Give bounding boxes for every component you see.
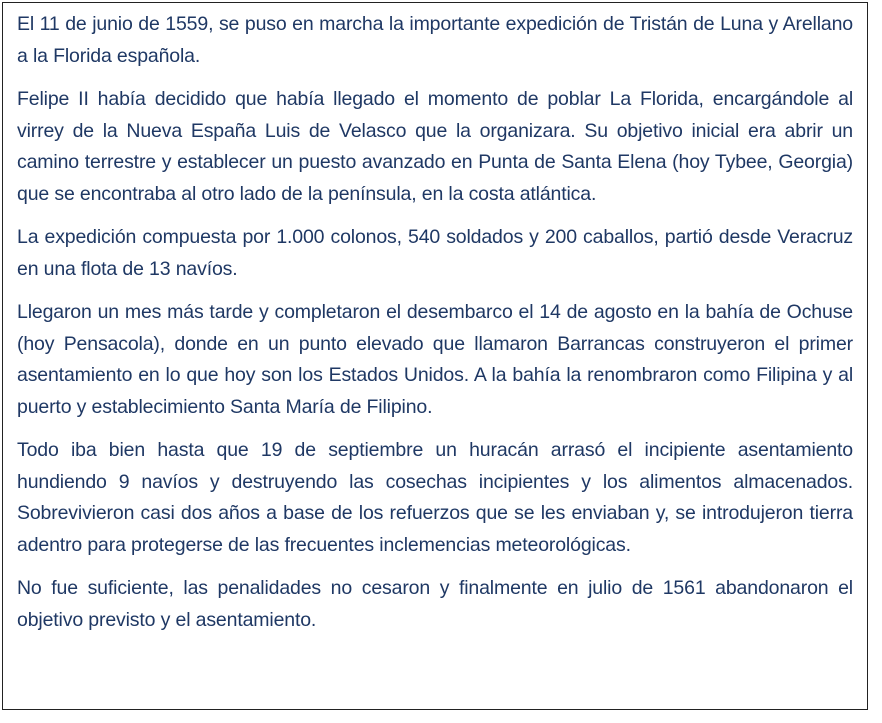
paragraph-1: El 11 de junio de 1559, se puso en marcha la importante expedición de Tristán de Luna y Arellano a la Florida española. bbox=[17, 13, 853, 67]
paragraph-4: Llegaron un mes más tarde y completaron el desembarco el 14 de agosto en la bahía de Ochuse (hoy Pensacola), donde en un punto elevado que llamaron Barrancas construyeron el primer asentamiento en lo que hoy son los Estados Unidos. A la bahía la renombraron como Filipina y al puerto y establecimiento Santa María de Filipino. bbox=[17, 301, 853, 418]
paragraph-6: No fue suficiente, las penalidades no cesaron y finalmente en julio de 1561 abandonaron el objetivo previsto y el asentamiento. bbox=[17, 577, 853, 631]
paragraph-2: Felipe II había decidido que había llegado el momento de poblar La Florida, encargándole al virrey de la Nueva España Luis de Velasco que la organizara. Su objetivo inicial era abrir un camino terrestre y establecer un puesto avanzado en Punta de Santa Elena (hoy Tybee, Georgia) que se encontraba al otro lado de la península, en la costa atlántica. bbox=[17, 88, 853, 205]
text-box bbox=[2, 2, 868, 710]
paragraph-3: La expedición compuesta por 1.000 colonos, 540 soldados y 200 caballos, partió desde Veracruz en una flota de 13 navíos. bbox=[17, 226, 853, 280]
paragraph-5: Todo iba bien hasta que 19 de septiembre un huracán arrasó el incipiente asentamiento hundiendo 9 navíos y destruyendo las cosechas incipientes y los alimentos almacenados. Sobrevivieron casi dos años a base de los refuerzos que se les enviaban y, se introdujeron tierra adentro para protegerse de las frecuentes inclemencias meteorológicas. bbox=[17, 439, 853, 556]
